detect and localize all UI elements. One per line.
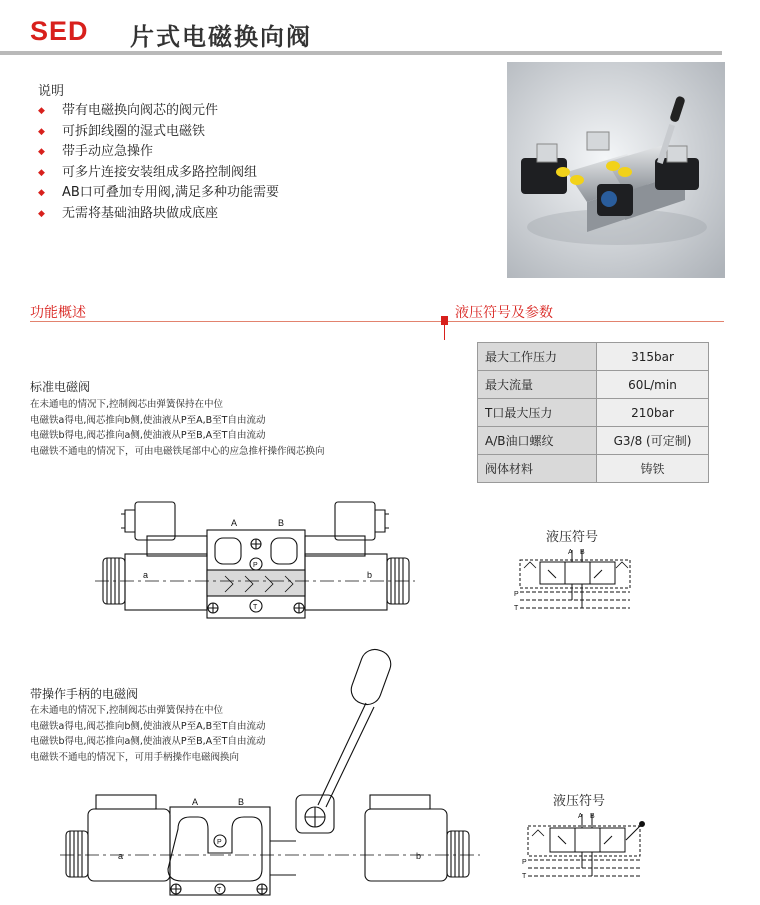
header-divider — [0, 51, 722, 55]
svg-text:A: A — [192, 797, 199, 807]
feature-item: ◆ 可多片连接安装组成多路控制阀组 — [38, 163, 279, 184]
svg-text:B: B — [580, 549, 585, 556]
feature-list — [38, 101, 279, 224]
symbol-label: 液压符号 — [553, 794, 606, 809]
svg-text:T: T — [217, 887, 222, 894]
svg-text:B: B — [278, 518, 285, 528]
svg-text:P: P — [253, 562, 258, 569]
table-row: 最大流量 60L/min — [478, 371, 709, 399]
feature-item: ◆ 无需将基础油路块做成底座 — [38, 204, 279, 225]
bullet-icon: ◆ — [38, 106, 45, 116]
svg-text:A: A — [568, 549, 573, 556]
description-title: 说明 — [38, 84, 65, 99]
svg-text:P: P — [514, 591, 519, 598]
feature-item: ◆ 带有电磁换向阀芯的阀元件 — [38, 101, 279, 122]
table-row: 最大工作压力 315bar — [478, 343, 709, 371]
svg-text:a: a — [143, 570, 149, 580]
bullet-icon: ◆ — [38, 126, 45, 137]
parameter-table — [477, 342, 709, 483]
section-function-title: 功能概述 — [30, 305, 86, 321]
feature-item: ◆ 带手动应急操作 — [38, 142, 279, 163]
product-photo — [507, 62, 725, 278]
svg-text:T: T — [253, 604, 258, 611]
svg-text:B: B — [590, 813, 595, 820]
standard-valve-description: 在未通电的情况下,控制阀芯由弹簧保持在中位 电磁铁a得电,阀芯推向b侧,使油液从P至A,B至T自由流动 电磁铁b得电,阀芯推向a侧,使油液从P至B,A至T自由流动 电磁铁不通电的情况下，可由电磁铁尾部中心的应急推杆操作阀芯换向 — [30, 399, 325, 457]
svg-text:A: A — [578, 813, 583, 820]
handle-valve-drawing — [60, 645, 480, 900]
page-title: 片式电磁换向阀 — [130, 23, 312, 51]
bullet-icon: ◆ — [38, 167, 45, 178]
svg-text:B: B — [238, 797, 245, 807]
section-marker-stem — [444, 322, 445, 340]
hydraulic-symbol — [510, 544, 640, 616]
table-row: T口最大压力 210bar — [478, 399, 709, 427]
table-row: A/B油口螺纹 G3/8 (可定制) — [478, 427, 709, 455]
symbol-label: 液压符号 — [546, 530, 599, 545]
standard-valve-drawing — [95, 492, 415, 627]
section-divider — [30, 321, 724, 322]
bullet-icon: ◆ — [38, 208, 45, 219]
hydraulic-symbol — [518, 808, 653, 884]
svg-text:P: P — [522, 859, 527, 866]
feature-item: ◆ AB口可叠加专用阀,满足多种功能需要 — [38, 183, 279, 204]
svg-text:T: T — [514, 605, 519, 612]
table-row: 阀体材料 铸铁 — [478, 455, 709, 483]
svg-text:P: P — [217, 839, 222, 846]
svg-text:b: b — [416, 851, 422, 861]
feature-item: ◆ 可拆卸线圈的湿式电磁铁 — [38, 122, 279, 143]
bullet-icon: ◆ — [38, 147, 45, 157]
svg-text:T: T — [522, 873, 527, 880]
handle-valve-description: 在未通电的情况下,控制阀芯由弹簧保持在中位 电磁铁a得电,阀芯推向b侧,使油液从P至A,B至T自由流动 电磁铁b得电,阀芯推向a侧,使油液从P至B,A至T自由流动 电磁铁不通电的情况下，可用手柄操作电磁阀换向 — [30, 705, 266, 763]
handle-valve-title: 带操作手柄的电磁阀 — [30, 687, 139, 701]
standard-valve-title: 标准电磁阀 — [30, 380, 91, 394]
bullet-icon: ◆ — [38, 188, 45, 198]
brand-logo: SED — [30, 16, 89, 46]
svg-text:a: a — [118, 851, 124, 861]
svg-text:A: A — [231, 518, 238, 528]
section-hydraulic-title: 液压符号及参数 — [455, 305, 553, 321]
svg-text:b: b — [367, 570, 373, 580]
